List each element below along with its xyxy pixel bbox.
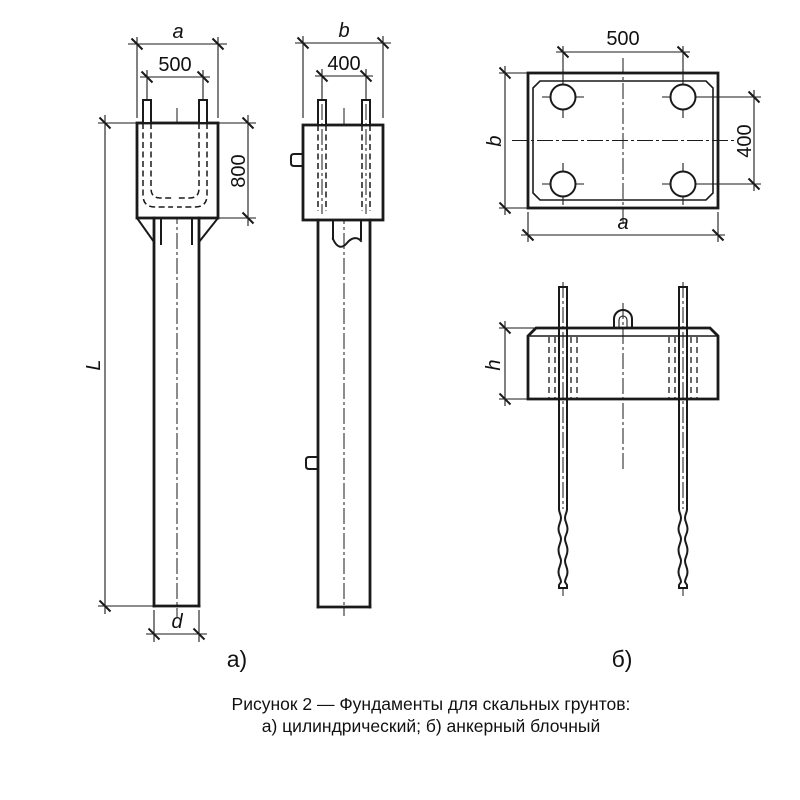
side-head-box <box>303 125 383 220</box>
caption-line1: Рисунок 2 — Фундаменты для скальных грунтов: <box>231 694 631 714</box>
side-shaft <box>306 220 370 607</box>
front-head-box <box>137 123 218 218</box>
side-view-cylindrical <box>291 20 391 616</box>
dim-front-diameter: d <box>171 611 183 633</box>
dim-front-bolt-spacing: 500 <box>158 54 192 76</box>
dim-plan-bolt-spacing-x: 500 <box>606 28 640 50</box>
side-dimensions <box>295 20 391 82</box>
dim-side-width: b <box>338 20 350 42</box>
caption-line2: а) цилиндрический; б) анкерный блочный <box>261 716 601 736</box>
dim-block-height: h <box>483 359 505 371</box>
dim-front-length: L <box>83 359 105 371</box>
plan-view-anchor-block <box>484 28 761 242</box>
dim-plan-height: b <box>484 135 506 147</box>
front-dimensions <box>83 21 254 640</box>
side-lug-lower <box>306 457 318 469</box>
dim-plan-bolt-spacing-y: 400 <box>734 124 756 158</box>
dim-front-width: a <box>172 21 184 43</box>
elevation-anchor-block <box>483 282 718 672</box>
figure-caption <box>232 694 631 736</box>
dim-side-bolt-spacing: 400 <box>327 53 361 75</box>
dim-plan-width: a <box>617 212 629 234</box>
dim-front-head-height: 800 <box>228 154 250 188</box>
view-label-b: б) <box>611 646 633 672</box>
view-label-a: а) <box>226 646 248 672</box>
front-view-cylindrical <box>83 21 256 672</box>
side-lug-upper <box>291 154 303 166</box>
